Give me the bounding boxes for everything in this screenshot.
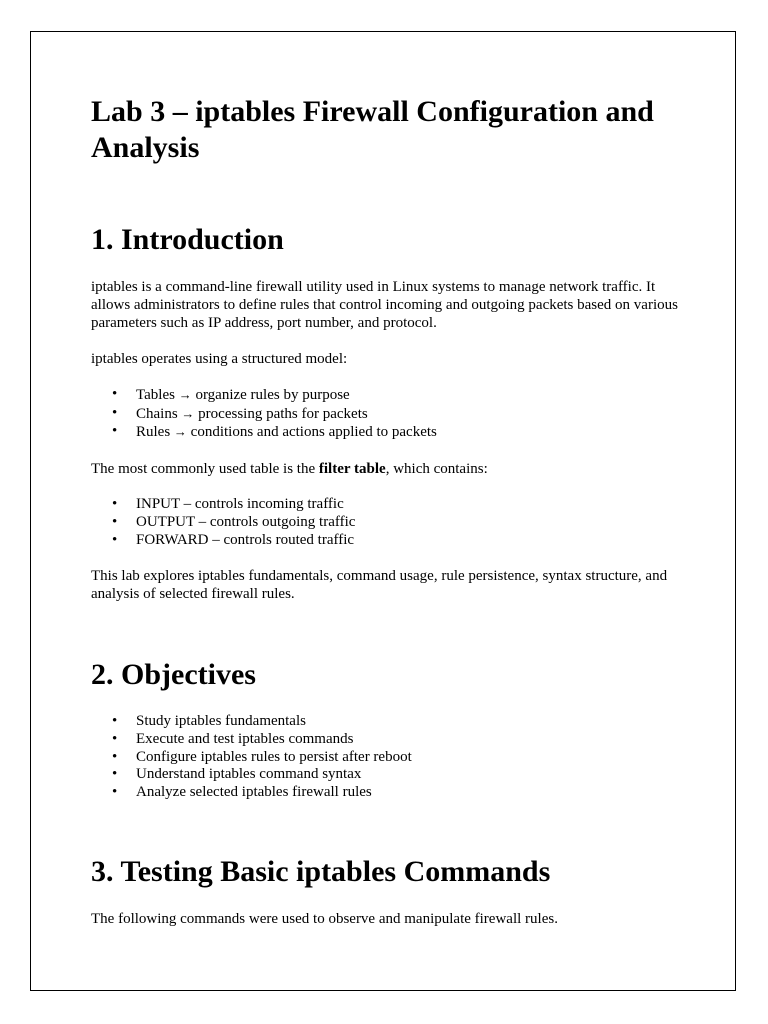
list-item: • Understand iptables command syntax <box>136 766 681 784</box>
model-desc: conditions and actions applied to packets <box>190 424 437 441</box>
arrow-right-icon: → <box>173 424 187 440</box>
intro-paragraph-1: iptables is a command-line firewall utility used in Linux systems to manage network traffic. It allows administrators to define rules that control incoming and outgoing packets based on various parameters such as IP address, port number, and protocol. <box>91 279 678 331</box>
filter-table-term: filter table <box>318 461 386 478</box>
list-item: • INPUT – controls incoming traffic <box>136 496 681 514</box>
chains-list <box>91 496 681 549</box>
list-item: • Analyze selected iptables firewall rules <box>136 784 681 802</box>
list-item: • Execute and test iptables commands <box>136 731 681 749</box>
model-desc: processing paths for packets <box>198 405 368 422</box>
document-content <box>91 94 681 928</box>
model-term: Rules <box>136 424 171 441</box>
heading-objectives: 2. Objectives <box>91 658 256 692</box>
list-item: • Configure iptables rules to persist after reboot <box>136 749 681 767</box>
list-item: • FORWARD – controls routed traffic <box>136 532 681 550</box>
intro-paragraph-3 <box>91 460 681 478</box>
arrow-right-icon: → <box>181 405 195 421</box>
list-item <box>136 423 681 442</box>
intro-p3-after: , which contains: <box>385 461 488 478</box>
model-term: Chains <box>136 405 178 422</box>
list-item <box>136 386 681 405</box>
list-item <box>136 405 681 424</box>
document-title: Lab 3 – iptables Firewall Configuration and Analysis <box>91 95 654 164</box>
intro-paragraph-4: This lab explores iptables fundamentals, command usage, rule persistence, syntax structure, and analysis of selected firewall rules. <box>91 568 668 603</box>
intro-p3-before: The most commonly used table is the <box>91 461 319 478</box>
intro-paragraph-2: iptables operates using a structured model: <box>91 351 348 367</box>
objectives-list <box>91 713 681 802</box>
arrow-right-icon: → <box>178 387 192 402</box>
list-item: • Study iptables fundamentals <box>136 713 681 731</box>
list-item: • OUTPUT – controls outgoing traffic <box>136 514 681 532</box>
model-list <box>91 386 681 442</box>
model-term: Tables <box>136 387 175 403</box>
heading-testing-commands: 3. Testing Basic iptables Commands <box>91 854 551 888</box>
document-page <box>30 31 736 991</box>
heading-introduction: 1. Introduction <box>91 223 284 256</box>
model-desc: organize rules by purpose <box>195 387 350 403</box>
testing-paragraph-1: The following commands were used to observe and manipulate firewall rules. <box>91 910 558 927</box>
